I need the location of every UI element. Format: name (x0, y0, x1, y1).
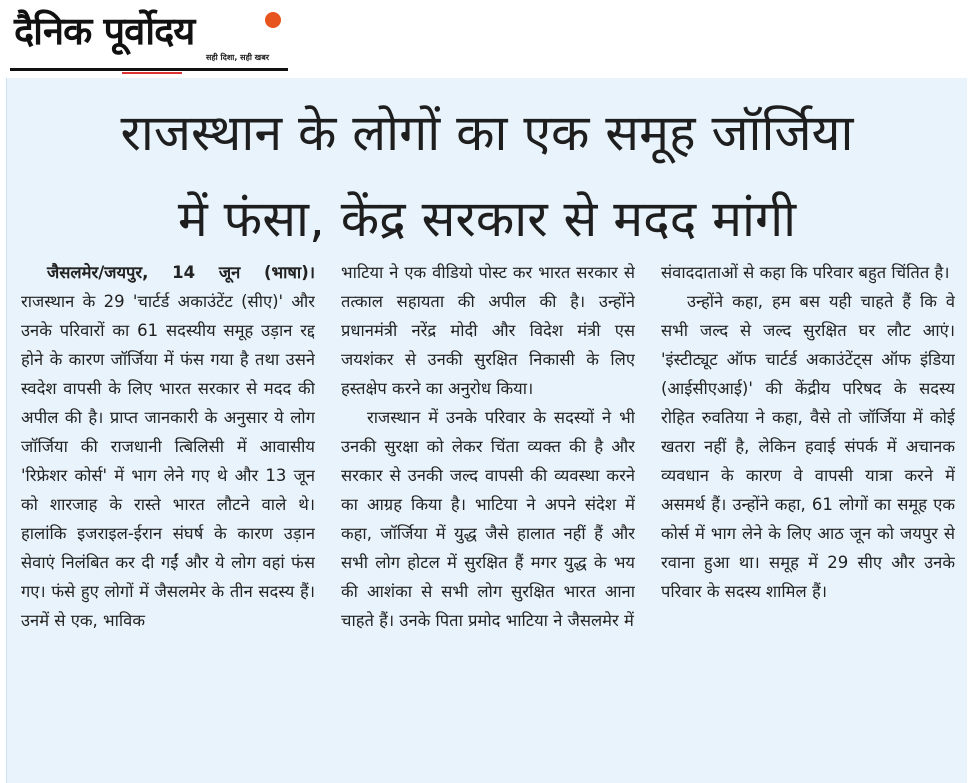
logo-underline-accent (122, 72, 182, 74)
column-1 (21, 258, 315, 778)
column-3-paragraph-2: उन्होंने कहा, हम बस यही चाहते हैं कि वे सभी जल्द से जल्द सुरक्षित घर लौट आएं। 'इंस्टीट्यूट ऑफ चार्टर्ड अकाउंटेंट्स ऑफ इंडिया (आईसीएआई)' की केंद्रीय परिषद के सदस्य रोहित रुवतिया ने कहा, वैसे तो जॉर्जिया में कोई खतरा नहीं है, लेकिन हवाई संपर्क में अचानक व्यवधान के कारण वे वापसी यात्रा करने में असमर्थ हैं। उन्होंने कहा, 61 लोगों का समूह एक कोर्स में भाग लेने के लिए आठ जून को जयपुर से रवाना हुआ था। समूह में 29 सीए और उनके परिवार के सदस्य शामिल हैं। (661, 292, 955, 601)
logo-dot-icon (265, 12, 281, 28)
masthead (0, 0, 973, 78)
column-2-paragraph-2: राजस्थान में उनके परिवार के सदस्यों ने भी उनकी सुरक्षा को लेकर चिंता व्यक्त की है और सरकार से उनकी जल्द वापसी की व्यवस्था करने का आग्रह किया है। भाटिया ने अपने संदेश में कहा, जॉर्जिया में युद्ध जैसे हालात नहीं हैं और सभी लोग होटल में सुरक्षित हैं मगर युद्ध के भय की आशंका से सभी लोग सुरक्षित भारत आना चाहते हैं। उनके पिता प्रमोद भाटिया ने जैसलमेर में (341, 408, 635, 630)
column-1-paragraph (21, 258, 315, 635)
headline (27, 90, 947, 262)
logo-tagline: सही दिशा, सही खबर (206, 53, 270, 62)
article (6, 78, 967, 783)
column-3 (661, 258, 955, 778)
dateline: जैसलमेर/जयपुर, 14 जून (भाषा)। (47, 263, 315, 282)
logo-underline (10, 68, 288, 71)
headline-line-1: राजस्थान के लोगों का एक समूह जॉर्जिया (120, 104, 854, 162)
column-3-paragraph-1: संवाददाताओं से कहा कि परिवार बहुत चिंतित है। (661, 263, 950, 282)
column-1-text: राजस्थान के 29 'चार्टर्ड अकाउंटेंट (सीए)' और उनके परिवारों का 61 सदस्यीय समूह उड़ान रद्द होने के कारण जॉर्जिया में फंस गया है तथा उसने स्वदेश वापसी के लिए भारत सरकार से मदद की अपील की है। प्राप्त जानकारी के अनुसार ये लोग जॉर्जिया की राजधानी त्बिलिसी में आवासीय 'रिफ्रेशर कोर्स' में भाग लेने गए थे और 13 जून को शारजाह के रास्ते भारत लौटने वाले थे। हालांकि इजराइल-ईरान संघर्ष के कारण उड़ान सेवाएं निलंबित कर दी गईं और ये लोग वहां फंस गए। फंसे हुए लोगों में जैसलमेर के तीन सदस्य हैं। उनमें से एक, भाविक (21, 292, 315, 630)
newspaper-logo (10, 2, 290, 72)
article-columns (21, 258, 955, 778)
headline-line-2: में फंसा, केंद्र सरकार से मदद मांगी (177, 190, 797, 248)
logo-name: दैनिक पूर्वोदय (14, 9, 195, 53)
column-2-paragraph-1: भाटिया ने एक वीडियो पोस्ट कर भारत सरकार से तत्काल सहायता की अपील की है। उन्होंने प्रधानमंत्री नरेंद्र मोदी और विदेश मंत्री एस जयशंकर से उनकी सुरक्षित निकासी के लिए हस्तक्षेप करने का अनुरोध किया। (341, 263, 635, 398)
column-2 (341, 258, 635, 778)
